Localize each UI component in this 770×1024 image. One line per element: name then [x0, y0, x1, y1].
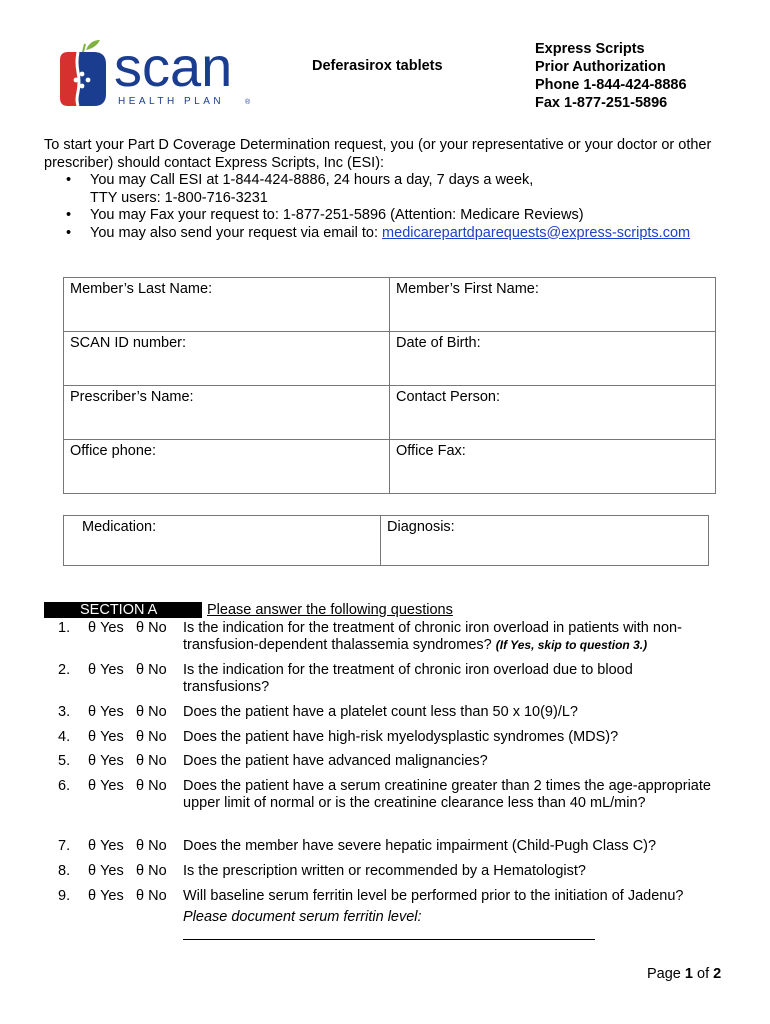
no-option[interactable]: θ No: [136, 620, 167, 636]
question-text-body: Is the indication for the treatment of chronic iron overload in patients with non-transfusion-dependent thalassemia syndromes?: [183, 620, 682, 653]
page-current: 1: [684, 966, 693, 982]
yes-option[interactable]: θ Yes: [88, 778, 124, 794]
table-row: [64, 386, 716, 440]
bullet-email-prefix: You may also send your request via email to:: [90, 224, 383, 241]
bullet-call: [66, 172, 734, 207]
bullet-call-line2: TTY users: 1-800-716-3231: [90, 189, 268, 206]
table-row: [64, 516, 709, 566]
question-text: Is the prescription written or recommended by a Hematologist?: [183, 863, 586, 879]
table-row: [64, 278, 716, 332]
question-text: [183, 888, 723, 940]
table-row: [64, 440, 716, 494]
table-row: [64, 332, 716, 386]
registered-mark: ®: [245, 99, 251, 106]
question-number: 6.: [58, 778, 71, 794]
yes-option[interactable]: θ Yes: [88, 620, 124, 636]
bullet-fax: • You may Fax your request to: 1-877-251-5896 (Attention: Medicare Reviews): [66, 207, 734, 225]
no-option[interactable]: θ No: [136, 662, 167, 678]
no-option[interactable]: θ No: [136, 729, 167, 745]
scan-health-plan-logo: [56, 38, 266, 112]
prescriber-name-field[interactable]: Prescriber’s Name:: [64, 386, 390, 440]
ferritin-level-input-line[interactable]: [183, 928, 595, 940]
scan-id-field[interactable]: SCAN ID number:: [64, 332, 390, 386]
no-option[interactable]: θ No: [136, 888, 167, 904]
logo-graphic: [56, 38, 266, 112]
email-link[interactable]: medicarepartdparequests@express-scripts.com: [382, 224, 691, 241]
question-text: Does the patient have advanced malignancies?: [183, 753, 488, 769]
question-number: 5.: [58, 753, 71, 769]
bullet-call-line1: You may Call ESI at 1-844-424-8886, 24 hours a day, 7 days a week,: [90, 172, 534, 188]
yes-option[interactable]: θ Yes: [88, 753, 124, 769]
contact-person-field[interactable]: Contact Person:: [390, 386, 716, 440]
question-number: 7.: [58, 838, 71, 854]
question-text: Does the member have severe hepatic impairment (Child-Pugh Class C)?: [183, 838, 657, 854]
yes-option[interactable]: θ Yes: [88, 704, 124, 720]
contact-line-fax: Fax 1-877-251-5896: [535, 95, 668, 111]
question-number: 2.: [58, 662, 71, 678]
page-total: 2: [713, 966, 722, 982]
contact-options-list: [66, 172, 734, 242]
section-a-label: SECTION A: [44, 602, 202, 618]
yes-option[interactable]: θ Yes: [88, 729, 124, 745]
yes-option[interactable]: θ Yes: [88, 838, 124, 854]
question-text: Does the patient have a serum creatinine greater than 2 times the age-appropriate upper limit of normal or is the creatinine clearance less than 40 mL/min?: [183, 778, 711, 811]
yes-option[interactable]: θ Yes: [88, 863, 124, 879]
diagnosis-field[interactable]: Diagnosis:: [381, 516, 709, 566]
page-number: [647, 966, 721, 982]
member-first-name-field[interactable]: Member’s First Name:: [390, 278, 716, 332]
office-phone-field[interactable]: Office phone:: [64, 440, 390, 494]
question-text: Does the patient have high-risk myelodysplastic syndromes (MDS)?: [183, 729, 619, 745]
no-option[interactable]: θ No: [136, 704, 167, 720]
no-option[interactable]: θ No: [136, 863, 167, 879]
yes-option[interactable]: θ Yes: [88, 888, 124, 904]
question-text-body: Will baseline serum ferritin level be performed prior to the initiation of Jadenu?: [183, 888, 684, 904]
section-a-heading: Please answer the following questions: [207, 602, 453, 618]
document-title: Deferasirox tablets: [312, 58, 443, 74]
contact-line-phone: Phone 1-844-424-8886: [535, 77, 687, 93]
no-option[interactable]: θ No: [136, 778, 167, 794]
logo-wordmark: scan: [114, 38, 233, 98]
office-fax-field[interactable]: Office Fax:: [390, 440, 716, 494]
question-note: (If Yes, skip to question 3.): [495, 638, 648, 652]
question-number: 1.: [58, 620, 71, 636]
page-prefix: Page: [647, 966, 685, 982]
contact-line-department: Prior Authorization: [535, 59, 666, 75]
no-option[interactable]: θ No: [136, 838, 167, 854]
bullet-email: [66, 225, 734, 243]
contact-line-company: Express Scripts: [535, 41, 645, 57]
page-of: of: [692, 966, 714, 982]
question-number: 4.: [58, 729, 71, 745]
logo-subtext: HEALTH PLAN: [118, 96, 225, 107]
ferritin-note: Please document serum ferritin level:: [183, 909, 422, 925]
medication-table: [63, 515, 709, 566]
question-number: 8.: [58, 863, 71, 879]
question-text: Does the patient have a platelet count less than 50 x 10(9)/L?: [183, 704, 578, 720]
no-option[interactable]: θ No: [136, 753, 167, 769]
member-info-table: [63, 277, 716, 494]
intro-section: [44, 137, 734, 242]
intro-paragraph: To start your Part D Coverage Determination request, you (or your representative or your doctor or other prescriber) should contact Express Scripts, Inc (ESI):: [44, 137, 712, 171]
yes-option[interactable]: θ Yes: [88, 662, 124, 678]
contact-block: [535, 40, 687, 112]
question-text: Is the indication for the treatment of chronic iron overload due to blood transfusions?: [183, 662, 633, 695]
question-number: 3.: [58, 704, 71, 720]
medication-field[interactable]: Medication:: [64, 516, 381, 566]
date-of-birth-field[interactable]: Date of Birth:: [390, 332, 716, 386]
question-number: 9.: [58, 888, 71, 904]
member-last-name-field[interactable]: Member’s Last Name:: [64, 278, 390, 332]
question-text: [183, 620, 723, 654]
